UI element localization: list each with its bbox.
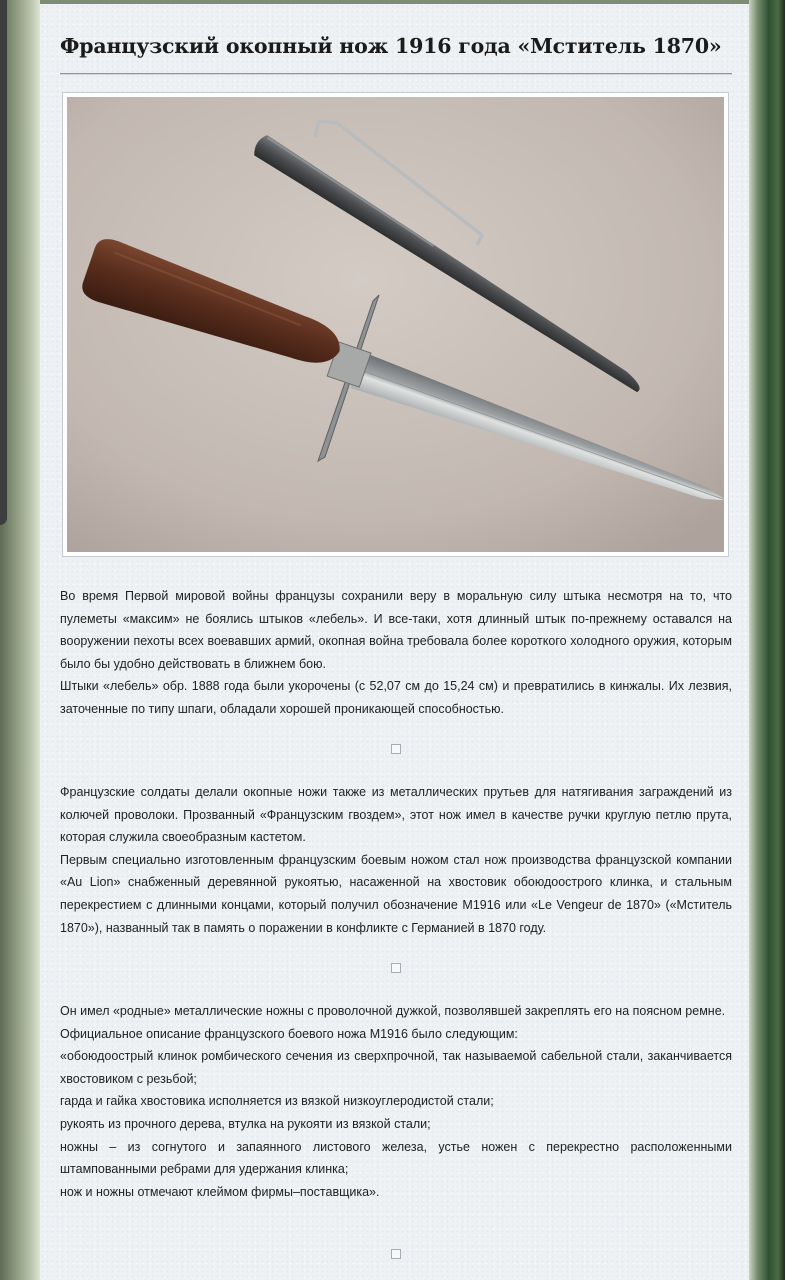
section-separator-icon [391,963,401,973]
right-frame-decoration [749,0,785,1280]
paragraph: гарда и гайка хвостовика исполняется из вязкой низкоуглеродистой стали; [60,1094,494,1109]
photo-background [67,97,724,552]
section-separator-icon [391,744,401,754]
knife-photo-image [67,97,724,552]
paragraph: Первым специально изготовленным французским боевым ножом стал нож производства французской компании «Au Lion» снабженный деревянной рукоятью, насаженной на хвостовик обоюдоострого клинка, и стальным перекрестием с длинными концами, который получил обозначение М1916 или «Le Vengeur de 1870» («Мститель 1870»), названный так в память о поражении в конфликте с Германией в 1870 году. [60,852,732,935]
paragraph: ножны – из согнутого и запаянного листового железа, устье ножен с перекрестно расположенными штампованными ребрами для удержания клинка; [60,1139,732,1177]
paragraph: нож и ножны отмечают клеймом фирмы–поставщика». [60,1184,380,1199]
paragraph: «обоюдоострый клинок ромбического сечения из сверхпрочной, так называемой сабельной стали, заканчивается хвостовиком с резьбой; [60,1049,732,1086]
paragraph: Французские солдаты делали окопные ножи также из металлических прутьев для натягивания заграждений из колючей проволоки. Прозванный «Французским гвоздем», этот нож имел в качестве ручки круглую петлю прута, которая служила своеобразным кастетом. [60,785,732,845]
section-separator-icon [391,1249,401,1259]
article-page [40,4,749,1280]
knife-photo[interactable] [62,92,729,557]
paragraph: Штыки «лебель» обр. 1888 года были укорочены (с 52,07 см до 15,24 см) и превратились в кинжалы. Их лезвия, заточенные по типу шпаги, обладали хорошей проникающей способностью. [60,679,732,716]
text-section-3 [60,1000,732,1203]
left-edge-tab [0,0,7,525]
title-divider [60,73,732,74]
paragraph: Он имел «родные» металлические ножны с проволочной дужкой, позволявшей закреплять его на поясном ремне. [60,1004,726,1018]
paragraph: Официальное описание французского боевого ножа М1916 было следующим: [60,1026,518,1041]
text-section-2 [60,781,732,939]
page-title: Французский окопный нож 1916 года «Мститель 1870» [60,34,722,58]
paragraph: рукоять из прочного дерева, втулка на рукояти из вязкой стали; [60,1116,431,1131]
paragraph: Во время Первой мировой войны французы сохранили веру в моральную силу штыка несмотря на то, что пулеметы «максим» не боялись штыков «лебель». И все-таки, хотя длинный штык по-прежнему оставался на вооружении пехоты всех воевавших армий, окопная война требовала более короткого холодного оружия, которым было бы удобно действовать в ближнем бою. [60,589,732,671]
text-section-1 [60,585,732,721]
